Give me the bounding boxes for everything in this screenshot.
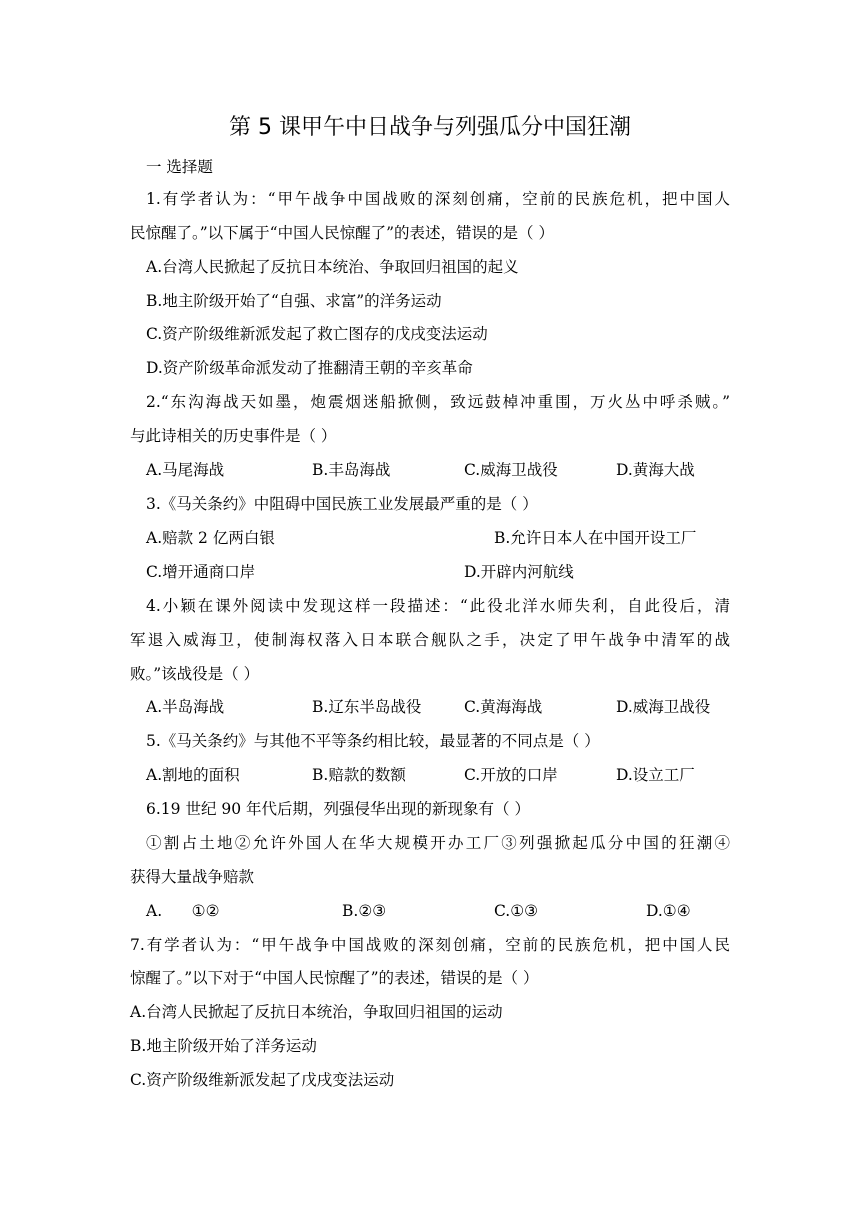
- q1-option-c: C.资产阶级维新派发起了救亡图存的戊戌变法运动: [146, 325, 488, 343]
- q4-stem-line2: 军退入威海卫，使制海权落入日本联合舰队之手，决定了甲午战争中清军的战: [130, 631, 730, 649]
- q5-option-d: D.设立工厂: [616, 766, 695, 784]
- q6-stem-line1: 6.19 世纪 90 年代后期，列强侵华出现的新现象有（ ）: [146, 800, 530, 818]
- q7-option-a: A.台湾人民掀起了反抗日本统治，争取回归祖国的运动: [130, 1003, 503, 1021]
- q4-option-b: B.辽东半岛战役: [312, 698, 422, 716]
- q5-option-b: B.赔款的数额: [312, 766, 406, 784]
- q5-option-c: C.开放的口岸: [464, 766, 558, 784]
- q2-option-b: B.丰岛海战: [312, 461, 391, 479]
- q5-option-a: A.割地的面积: [146, 766, 240, 784]
- q4-stem-line1: 4.小颖在课外阅读中发现这样一段描述：“此役北洋水师失利，自此役后，清: [146, 597, 730, 615]
- q6-option-b: B.②③: [342, 902, 387, 920]
- q1-option-b: B.地主阶级开始了“自强、求富”的洋务运动: [146, 292, 442, 310]
- q2-option-a: A.马尾海战: [146, 461, 225, 479]
- q4-stem-line3: 败。”该战役是（ ）: [130, 665, 260, 683]
- q6-option-d: D.①④: [646, 902, 691, 920]
- q6-option-c: C.①③: [494, 902, 539, 920]
- q4-option-c: C.黄海海战: [464, 698, 543, 716]
- q4-option-d: D.威海卫战役: [616, 698, 711, 716]
- q3-option-c: C.增开通商口岸: [146, 563, 256, 581]
- q7-stem-line2: 惊醒了。”以下对于“中国人民惊醒了”的表述，错误的是（ ）: [130, 969, 539, 987]
- q7-option-c: C.资产阶级维新派发起了戊戌变法运动: [130, 1071, 395, 1089]
- q4-option-a: A.半岛海战: [146, 698, 225, 716]
- q1-option-a: A.台湾人民掀起了反抗日本统治、争取回归祖国的起义: [146, 258, 519, 276]
- page-title: 第 5 课甲午中日战争与列强瓜分中国狂潮: [229, 115, 631, 140]
- q2-stem-line2: 与此诗相关的历史事件是（ ）: [130, 427, 337, 445]
- q1-stem-line1: 1.有学者认为：“甲午战争中国战败的深刻创痛，空前的民族危机，把中国人: [146, 190, 730, 208]
- q1-option-d: D.资产阶级革命派发动了推翻清王朝的辛亥革命: [146, 359, 473, 377]
- q7-stem-line1: 7.有学者认为：“甲午战争中国战败的深刻创痛，空前的民族危机，把中国人民: [130, 936, 730, 954]
- q5-stem: 5.《马关条约》与其他不平等条约相比较，最显著的不同点是（ ）: [146, 732, 600, 750]
- q1-stem-line2: 民惊醒了。”以下属于“中国人民惊醒了”的表述，错误的是（ ）: [130, 224, 554, 242]
- q3-stem: 3.《马关条约》中阻碍中国民族工业发展最严重的是（ ）: [146, 495, 538, 513]
- q3-option-a: A.赔款 2 亿两白银: [146, 529, 275, 547]
- q3-option-d: D.开辟内河航线: [464, 563, 574, 581]
- section-heading: 一 选择题: [146, 158, 213, 176]
- q6-option-a: A. ①②: [146, 902, 220, 920]
- q2-stem-line1: 2.“东沟海战天如墨，炮震烟迷船掀侧，致远鼓棹冲重围，万火丛中呼杀贼。”: [146, 393, 730, 411]
- q7-option-b: B.地主阶级开始了洋务运动: [130, 1037, 317, 1055]
- q6-stem-line3: 获得大量战争赔款: [130, 868, 255, 886]
- q2-option-d: D.黄海大战: [616, 461, 695, 479]
- q3-option-b: B.允许日本人在中国开设工厂: [494, 529, 697, 547]
- q2-option-c: C.威海卫战役: [464, 461, 558, 479]
- q6-stem-line2: ①割占土地②允许外国人在华大规模开办工厂③列强掀起瓜分中国的狂潮④: [146, 834, 730, 852]
